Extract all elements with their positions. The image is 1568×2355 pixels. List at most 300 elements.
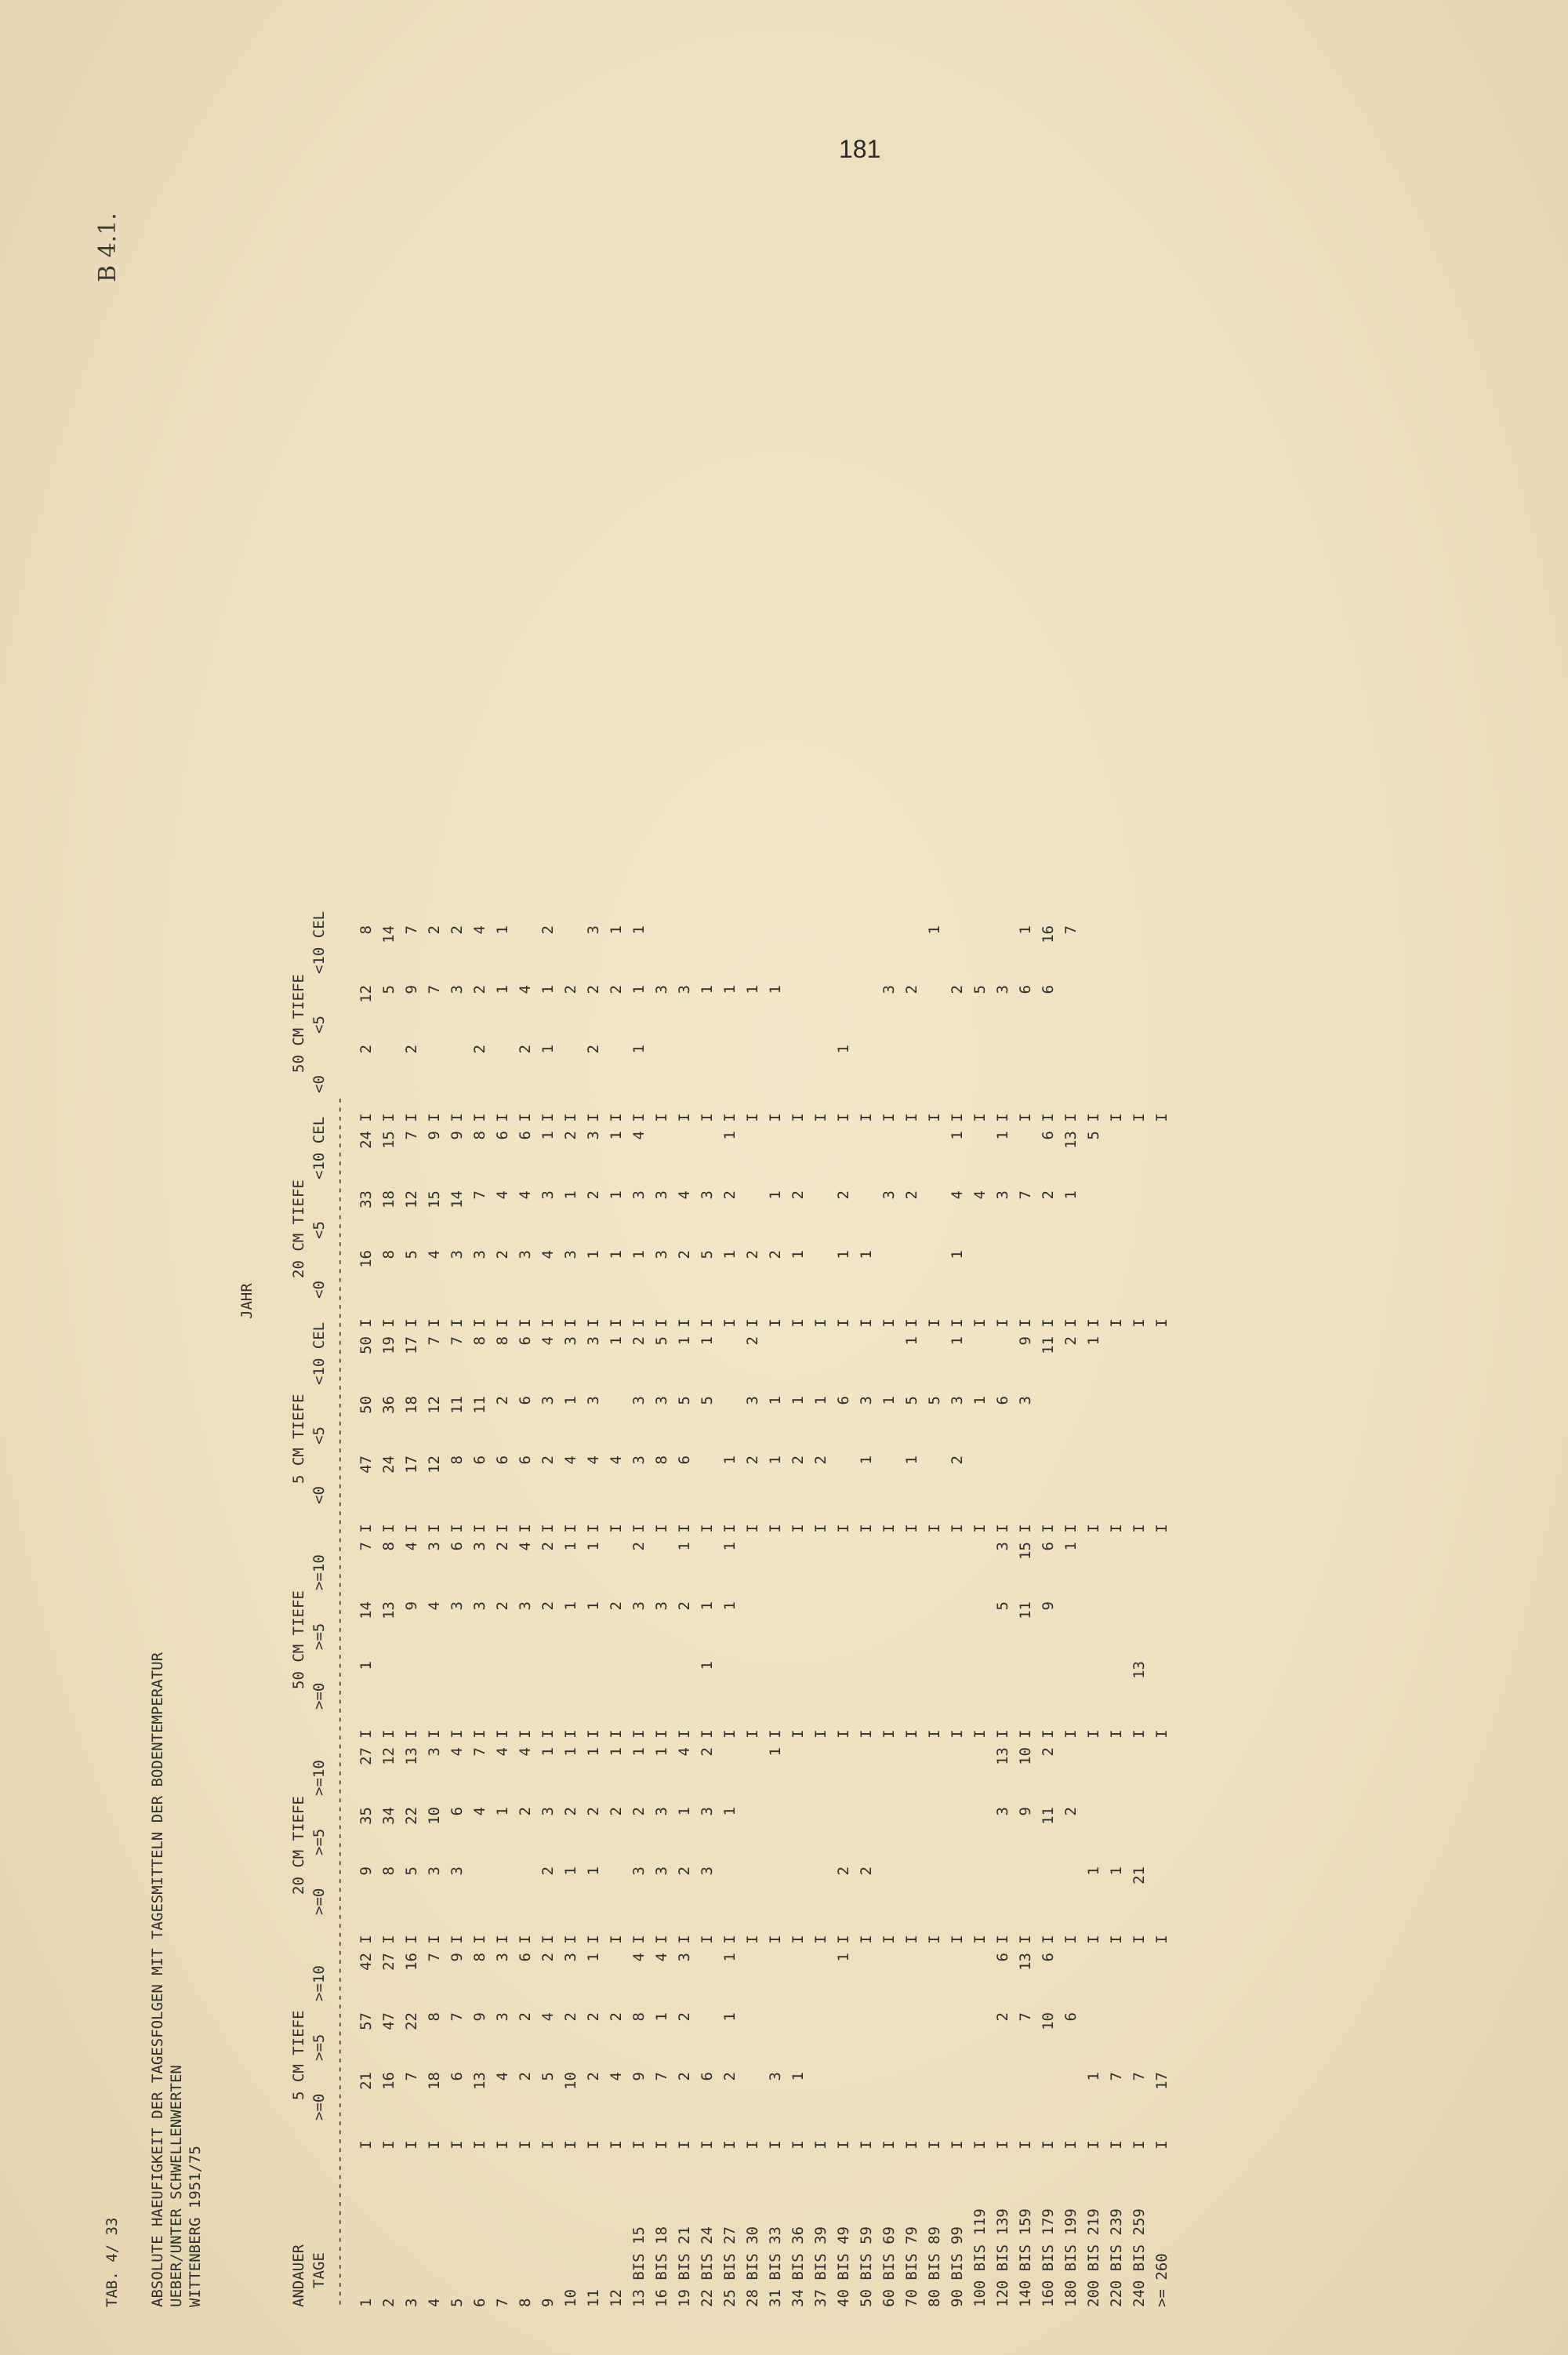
column-separator: I	[993, 1524, 1011, 1533]
duration-cell: 60 BIS 69	[880, 2226, 898, 2307]
value-cell: 1	[607, 1747, 625, 1757]
duration-cell: 1	[357, 2298, 375, 2307]
value-cell: 6	[448, 2072, 466, 2081]
column-separator: I	[1016, 1524, 1034, 1533]
value-cell: 1	[493, 925, 511, 935]
duration-cell: 25 BIS 27	[720, 2226, 739, 2307]
column-separator: I	[720, 1935, 739, 1944]
table-row	[468, 925, 491, 2307]
subcolumn-header: <10 CEL	[310, 1321, 328, 1385]
table-row	[968, 925, 991, 2307]
column-separator: I	[925, 1113, 943, 1122]
value-cell: 14	[357, 1601, 375, 1619]
value-cell: 6	[448, 1542, 466, 1551]
value-cell: 1	[902, 1336, 920, 1346]
column-separator: I	[493, 1318, 511, 1328]
value-cell: 19	[379, 1336, 397, 1354]
value-cell: 1	[675, 1336, 693, 1346]
value-cell: 27	[357, 1747, 375, 1765]
value-cell: 3	[584, 1396, 602, 1405]
value-cell: 1	[811, 1396, 829, 1405]
column-separator: I	[561, 1524, 579, 1533]
table-row	[832, 925, 855, 2307]
value-cell: 3	[675, 1953, 693, 1962]
value-cell: 1	[1084, 1336, 1102, 1346]
page-number: 181	[839, 135, 881, 163]
column-separator: I	[902, 1729, 920, 1739]
value-cell: 3	[698, 1807, 716, 1816]
value-cell: 9	[1039, 1601, 1057, 1611]
column-separator: I	[743, 1524, 761, 1533]
value-cell: 10	[561, 2072, 579, 2090]
data-table	[354, 925, 1173, 2307]
column-separator: I	[630, 1524, 648, 1533]
value-cell: 3	[652, 1250, 670, 1259]
table-row	[1036, 925, 1059, 2307]
duration-cell: 80 BIS 89	[925, 2226, 943, 2307]
duration-cell: 22 BIS 24	[698, 2226, 716, 2307]
value-cell: 1	[766, 1396, 784, 1405]
column-separator: I	[880, 1113, 898, 1122]
column-separator: I	[925, 1524, 943, 1533]
value-cell: 4	[493, 1190, 511, 1200]
value-cell: 2	[516, 2012, 534, 2022]
value-cell: 13	[1016, 1953, 1034, 1971]
value-cell: 2	[630, 1542, 648, 1551]
value-cell: 2	[607, 1601, 625, 1611]
column-separator: I	[402, 1524, 420, 1533]
column-separator: I	[880, 1318, 898, 1328]
table-row	[786, 925, 809, 2307]
duration-header: ANDAUER	[290, 2244, 307, 2307]
duration-cell: 70 BIS 79	[902, 2226, 920, 2307]
value-cell: 1	[357, 1661, 375, 1670]
column-separator: I	[948, 1524, 966, 1533]
table-id: TAB. 4/ 33	[103, 2217, 121, 2307]
value-cell: 2	[470, 1045, 488, 1054]
column-separator: I	[561, 1113, 579, 1122]
value-cell: 1	[630, 925, 648, 935]
duration-cell: 120 BIS 139	[993, 2208, 1011, 2307]
value-cell: 5	[902, 1396, 920, 1405]
value-cell: 1	[584, 1866, 602, 1876]
value-cell: 2	[789, 1190, 807, 1200]
table-row	[1105, 925, 1127, 2307]
duration-cell: 16 BIS 18	[652, 2226, 670, 2307]
value-cell: 1	[743, 985, 761, 994]
column-separator: I	[720, 1113, 739, 1122]
value-cell: 1	[1107, 1866, 1125, 1876]
duration-cell: 3	[402, 2298, 420, 2307]
table-row	[809, 925, 832, 2307]
value-cell: 2	[561, 985, 579, 994]
duration-cell: 6	[470, 2298, 488, 2307]
column-separator: I	[834, 1113, 852, 1122]
column-separator: I	[493, 1729, 511, 1739]
value-cell: 8	[425, 2012, 443, 2022]
value-cell: 13	[379, 1601, 397, 1619]
value-cell: 2	[584, 985, 602, 994]
subcolumn-header: <5	[310, 1426, 328, 1445]
value-cell: 3	[425, 1866, 443, 1876]
value-cell: 1	[834, 1250, 852, 1259]
group-header: 5 CM TIEFE	[290, 2010, 307, 2100]
value-cell: 1	[493, 1807, 511, 1816]
value-cell: 1	[561, 1190, 579, 1200]
value-cell: 4	[470, 925, 488, 935]
value-cell: 1	[539, 1131, 557, 1140]
column-separator: I	[948, 1113, 966, 1122]
value-cell: 1	[561, 1747, 579, 1757]
table-row	[627, 925, 650, 2307]
value-cell: 12	[402, 1190, 420, 1208]
value-cell: 1	[652, 1747, 670, 1757]
duration-cell: 9	[539, 2298, 557, 2307]
column-separator: I	[516, 1318, 534, 1328]
column-separator: I	[1016, 1318, 1034, 1328]
column-separator: I	[448, 1113, 466, 1122]
value-cell: 2	[811, 1456, 829, 1465]
subcolumn-header: <10 CEL	[310, 910, 328, 974]
value-cell: 2	[743, 1456, 761, 1465]
column-separator: I	[993, 1113, 1011, 1122]
value-cell: 3	[493, 2012, 511, 2022]
value-cell: 2	[561, 1131, 579, 1140]
value-cell: 3	[652, 985, 670, 994]
column-separator: I	[561, 1935, 579, 1944]
value-cell: 4	[539, 1336, 557, 1346]
duration-cell: 4	[425, 2298, 443, 2307]
value-cell: 7	[402, 925, 420, 935]
table-title: ABSOLUTE HAEUFIGKEIT DER TAGESFOLGEN MIT TAGESMITTELN DER BODENTEMPERATUR	[149, 1652, 166, 2307]
value-cell: 6	[1062, 2012, 1080, 2022]
table-row	[1127, 925, 1150, 2307]
column-separator: I	[1039, 1935, 1057, 1944]
value-cell: 2	[630, 1807, 648, 1816]
value-cell: 3	[652, 1396, 670, 1405]
value-cell: 1	[584, 1250, 602, 1259]
value-cell: 1	[539, 985, 557, 994]
value-cell: 10	[1039, 2012, 1057, 2030]
value-cell: 7	[470, 1747, 488, 1757]
value-cell: 8	[470, 1953, 488, 1962]
value-cell: 16	[1039, 925, 1057, 943]
column-separator: I	[811, 2140, 829, 2150]
value-cell: 2	[948, 985, 966, 994]
column-separator: I	[539, 2140, 557, 2150]
value-cell: 16	[379, 2072, 397, 2090]
value-cell: 2	[584, 2072, 602, 2081]
value-cell: 6	[834, 1396, 852, 1405]
value-cell: 3	[698, 1866, 716, 1876]
column-separator: I	[1084, 1729, 1102, 1739]
value-cell: 1	[880, 1396, 898, 1405]
value-cell: 2	[834, 1866, 852, 1876]
value-cell: 2	[539, 1601, 557, 1611]
column-separator: I	[379, 1729, 397, 1739]
value-cell: 8	[470, 1131, 488, 1140]
value-cell: 1	[652, 2012, 670, 2022]
value-cell: 1	[675, 1542, 693, 1551]
value-cell: 3	[448, 1866, 466, 1876]
value-cell: 3	[652, 1807, 670, 1816]
value-cell: 18	[425, 2072, 443, 2090]
duration-cell: 2	[379, 2298, 397, 2307]
value-cell: 2	[834, 1190, 852, 1200]
days-header: TAGE	[310, 2252, 328, 2288]
value-cell: 6	[675, 1456, 693, 1465]
duration-cell: 11	[584, 2289, 602, 2307]
table-row	[1059, 925, 1082, 2307]
value-cell: 7	[402, 1131, 420, 1140]
duration-cell: 37 BIS 39	[811, 2226, 829, 2307]
value-cell: 2	[1062, 1807, 1080, 1816]
column-separator: I	[1084, 1935, 1102, 1944]
value-cell: 8	[652, 1456, 670, 1465]
column-separator: I	[1130, 1729, 1148, 1739]
column-separator: I	[743, 2140, 761, 2150]
column-separator: I	[630, 1318, 648, 1328]
value-cell: 13	[1130, 1661, 1148, 1679]
value-cell: 2	[607, 2012, 625, 2022]
table-row	[718, 925, 741, 2307]
column-separator: I	[1062, 1318, 1080, 1328]
value-cell: 1	[584, 1542, 602, 1551]
column-separator: I	[1084, 1113, 1102, 1122]
value-cell: 3	[539, 1190, 557, 1200]
column-separator: I	[993, 1318, 1011, 1328]
value-cell: 4	[652, 1953, 670, 1962]
value-cell: 1	[948, 1131, 966, 1140]
value-cell: 9	[448, 1953, 466, 1962]
value-cell: 50	[357, 1396, 375, 1414]
value-cell: 11	[1039, 1807, 1057, 1825]
value-cell: 2	[1039, 1747, 1057, 1757]
table-row	[445, 925, 468, 2307]
value-cell: 2	[516, 2072, 534, 2081]
column-separator: I	[630, 1729, 648, 1739]
column-separator: I	[470, 2140, 488, 2150]
value-cell: 2	[402, 1045, 420, 1054]
value-cell: 3	[516, 1601, 534, 1611]
column-separator: I	[971, 1729, 989, 1739]
value-cell: 1	[584, 1747, 602, 1757]
value-cell: 9	[402, 985, 420, 994]
duration-cell: 34 BIS 36	[789, 2226, 807, 2307]
value-cell: 4	[516, 1747, 534, 1757]
value-cell: 9	[402, 1601, 420, 1611]
value-cell: 1	[834, 1953, 852, 1962]
value-cell: 3	[425, 1542, 443, 1551]
table-subtitle: UEBER/UNTER SCHWELLENWERTEN	[168, 2065, 185, 2307]
value-cell: 35	[357, 1807, 375, 1825]
column-separator: I	[675, 1113, 693, 1122]
value-cell: 4	[448, 1747, 466, 1757]
value-cell: 6	[493, 1456, 511, 1465]
value-cell: 2	[584, 2012, 602, 2022]
value-cell: 7	[1016, 1190, 1034, 1200]
column-separator: I	[630, 2140, 648, 2150]
value-cell: 5	[925, 1396, 943, 1405]
value-cell: 5	[698, 1396, 716, 1405]
value-cell: 14	[448, 1190, 466, 1208]
column-separator: I	[720, 2140, 739, 2150]
column-separator: I	[1039, 1524, 1057, 1533]
value-cell: 1	[1084, 2072, 1102, 2081]
value-cell: 47	[379, 2012, 397, 2030]
column-separator: I	[652, 1729, 670, 1739]
subcolumn-header: <5	[310, 1016, 328, 1034]
column-separator: I	[561, 1729, 579, 1739]
value-cell: 1	[561, 1396, 579, 1405]
value-cell: 1	[630, 1045, 648, 1054]
column-separator: I	[811, 1935, 829, 1944]
value-cell: 2	[607, 1807, 625, 1816]
column-separator: I	[448, 1318, 466, 1328]
value-cell: 5	[1084, 1131, 1102, 1140]
column-separator: I	[516, 1935, 534, 1944]
column-separator: I	[766, 1113, 784, 1122]
column-separator: I	[607, 1935, 625, 1944]
value-cell: 8	[448, 1456, 466, 1465]
value-cell: 4	[561, 1456, 579, 1465]
column-separator: I	[493, 1524, 511, 1533]
value-cell: 2	[516, 1045, 534, 1054]
column-separator: I	[516, 1729, 534, 1739]
value-cell: 1	[493, 985, 511, 994]
value-cell: 50	[357, 1336, 375, 1354]
column-separator: I	[811, 1524, 829, 1533]
value-cell: 34	[379, 1807, 397, 1825]
duration-cell: 5	[448, 2298, 466, 2307]
value-cell: 2	[561, 2012, 579, 2022]
column-separator: I	[584, 2140, 602, 2150]
value-cell: 3	[584, 1131, 602, 1140]
column-separator: I	[448, 1524, 466, 1533]
value-cell: 9	[470, 2012, 488, 2022]
table-row	[900, 925, 923, 2307]
value-cell: 5	[675, 1396, 693, 1405]
value-cell: 4	[539, 1250, 557, 1259]
value-cell: 3	[652, 1601, 670, 1611]
column-separator: I	[402, 1729, 420, 1739]
duration-cell: 10	[561, 2289, 579, 2307]
value-cell: 8	[357, 925, 375, 935]
group-header: 20 CM TIEFE	[290, 1179, 307, 1278]
value-cell: 6	[1039, 1953, 1057, 1962]
value-cell: 3	[470, 1250, 488, 1259]
value-cell: 3	[993, 1807, 1011, 1816]
value-cell: 5	[402, 1250, 420, 1259]
value-cell: 1	[1062, 1542, 1080, 1551]
column-separator: I	[402, 1113, 420, 1122]
subcolumn-header: <0	[310, 1281, 328, 1299]
column-separator: I	[743, 1113, 761, 1122]
value-cell: 42	[357, 1953, 375, 1971]
value-cell: 1	[720, 1250, 739, 1259]
value-cell: 1	[766, 1747, 784, 1757]
value-cell: 3	[675, 985, 693, 994]
value-cell: 1	[698, 1601, 716, 1611]
column-separator: I	[857, 1318, 875, 1328]
value-cell: 7	[652, 2072, 670, 2081]
value-cell: 1	[1084, 1866, 1102, 1876]
value-cell: 3	[425, 1747, 443, 1757]
value-cell: 2	[584, 1045, 602, 1054]
value-cell: 2	[425, 925, 443, 935]
value-cell: 8	[379, 1250, 397, 1259]
value-cell: 21	[357, 2072, 375, 2090]
subcolumn-header: <0	[310, 1486, 328, 1504]
value-cell: 17	[1152, 2072, 1171, 2090]
value-cell: 2	[857, 1866, 875, 1876]
column-separator: I	[516, 1113, 534, 1122]
column-separator: I	[675, 2140, 693, 2150]
value-cell: 12	[357, 985, 375, 1003]
column-separator: I	[1107, 2140, 1125, 2150]
column-separator: I	[584, 1113, 602, 1122]
value-cell: 22	[402, 2012, 420, 2030]
value-cell: 3	[630, 1601, 648, 1611]
column-separator: I	[971, 2140, 989, 2150]
column-separator: I	[1016, 1935, 1034, 1944]
value-cell: 13	[402, 1747, 420, 1765]
subcolumn-header: >=0	[310, 1888, 328, 1915]
value-cell: 18	[402, 1396, 420, 1414]
value-cell: 1	[607, 1250, 625, 1259]
value-cell: 4	[607, 1456, 625, 1465]
column-separator: I	[1107, 1318, 1125, 1328]
value-cell: 4	[516, 1542, 534, 1551]
value-cell: 4	[493, 2072, 511, 2081]
value-cell: 6	[698, 2072, 716, 2081]
value-cell: 5	[971, 985, 989, 994]
value-cell: 3	[516, 1250, 534, 1259]
table-row	[855, 925, 877, 2307]
value-cell: 4	[607, 2072, 625, 2081]
column-separator: I	[675, 1524, 693, 1533]
value-cell: 1	[857, 1250, 875, 1259]
table-row	[400, 925, 423, 2307]
column-separator: I	[743, 1318, 761, 1328]
value-cell: 2	[675, 1601, 693, 1611]
column-separator: I	[857, 1729, 875, 1739]
column-separator: I	[766, 1318, 784, 1328]
value-cell: 6	[1016, 985, 1034, 994]
group-header: 5 CM TIEFE	[290, 1394, 307, 1484]
value-cell: 16	[357, 1250, 375, 1268]
value-cell: 9	[1016, 1336, 1034, 1346]
column-separator: I	[607, 1113, 625, 1122]
value-cell: 2	[584, 1190, 602, 1200]
column-separator: I	[357, 1318, 375, 1328]
value-cell: 7	[448, 2012, 466, 2022]
column-separator: I	[925, 1935, 943, 1944]
column-separator: I	[857, 1113, 875, 1122]
duration-cell: 12	[607, 2289, 625, 2307]
value-cell: 1	[789, 1250, 807, 1259]
column-separator: I	[766, 1524, 784, 1533]
value-cell: 9	[630, 2072, 648, 2081]
subcolumn-header: >=10	[310, 1965, 328, 2001]
table-row	[741, 925, 764, 2307]
column-separator: I	[698, 1524, 716, 1533]
value-cell: 6	[516, 1131, 534, 1140]
value-cell: 1	[675, 1807, 693, 1816]
subcolumn-header: >=0	[310, 1682, 328, 1710]
value-cell: 17	[402, 1336, 420, 1354]
column-separator: I	[448, 1935, 466, 1944]
